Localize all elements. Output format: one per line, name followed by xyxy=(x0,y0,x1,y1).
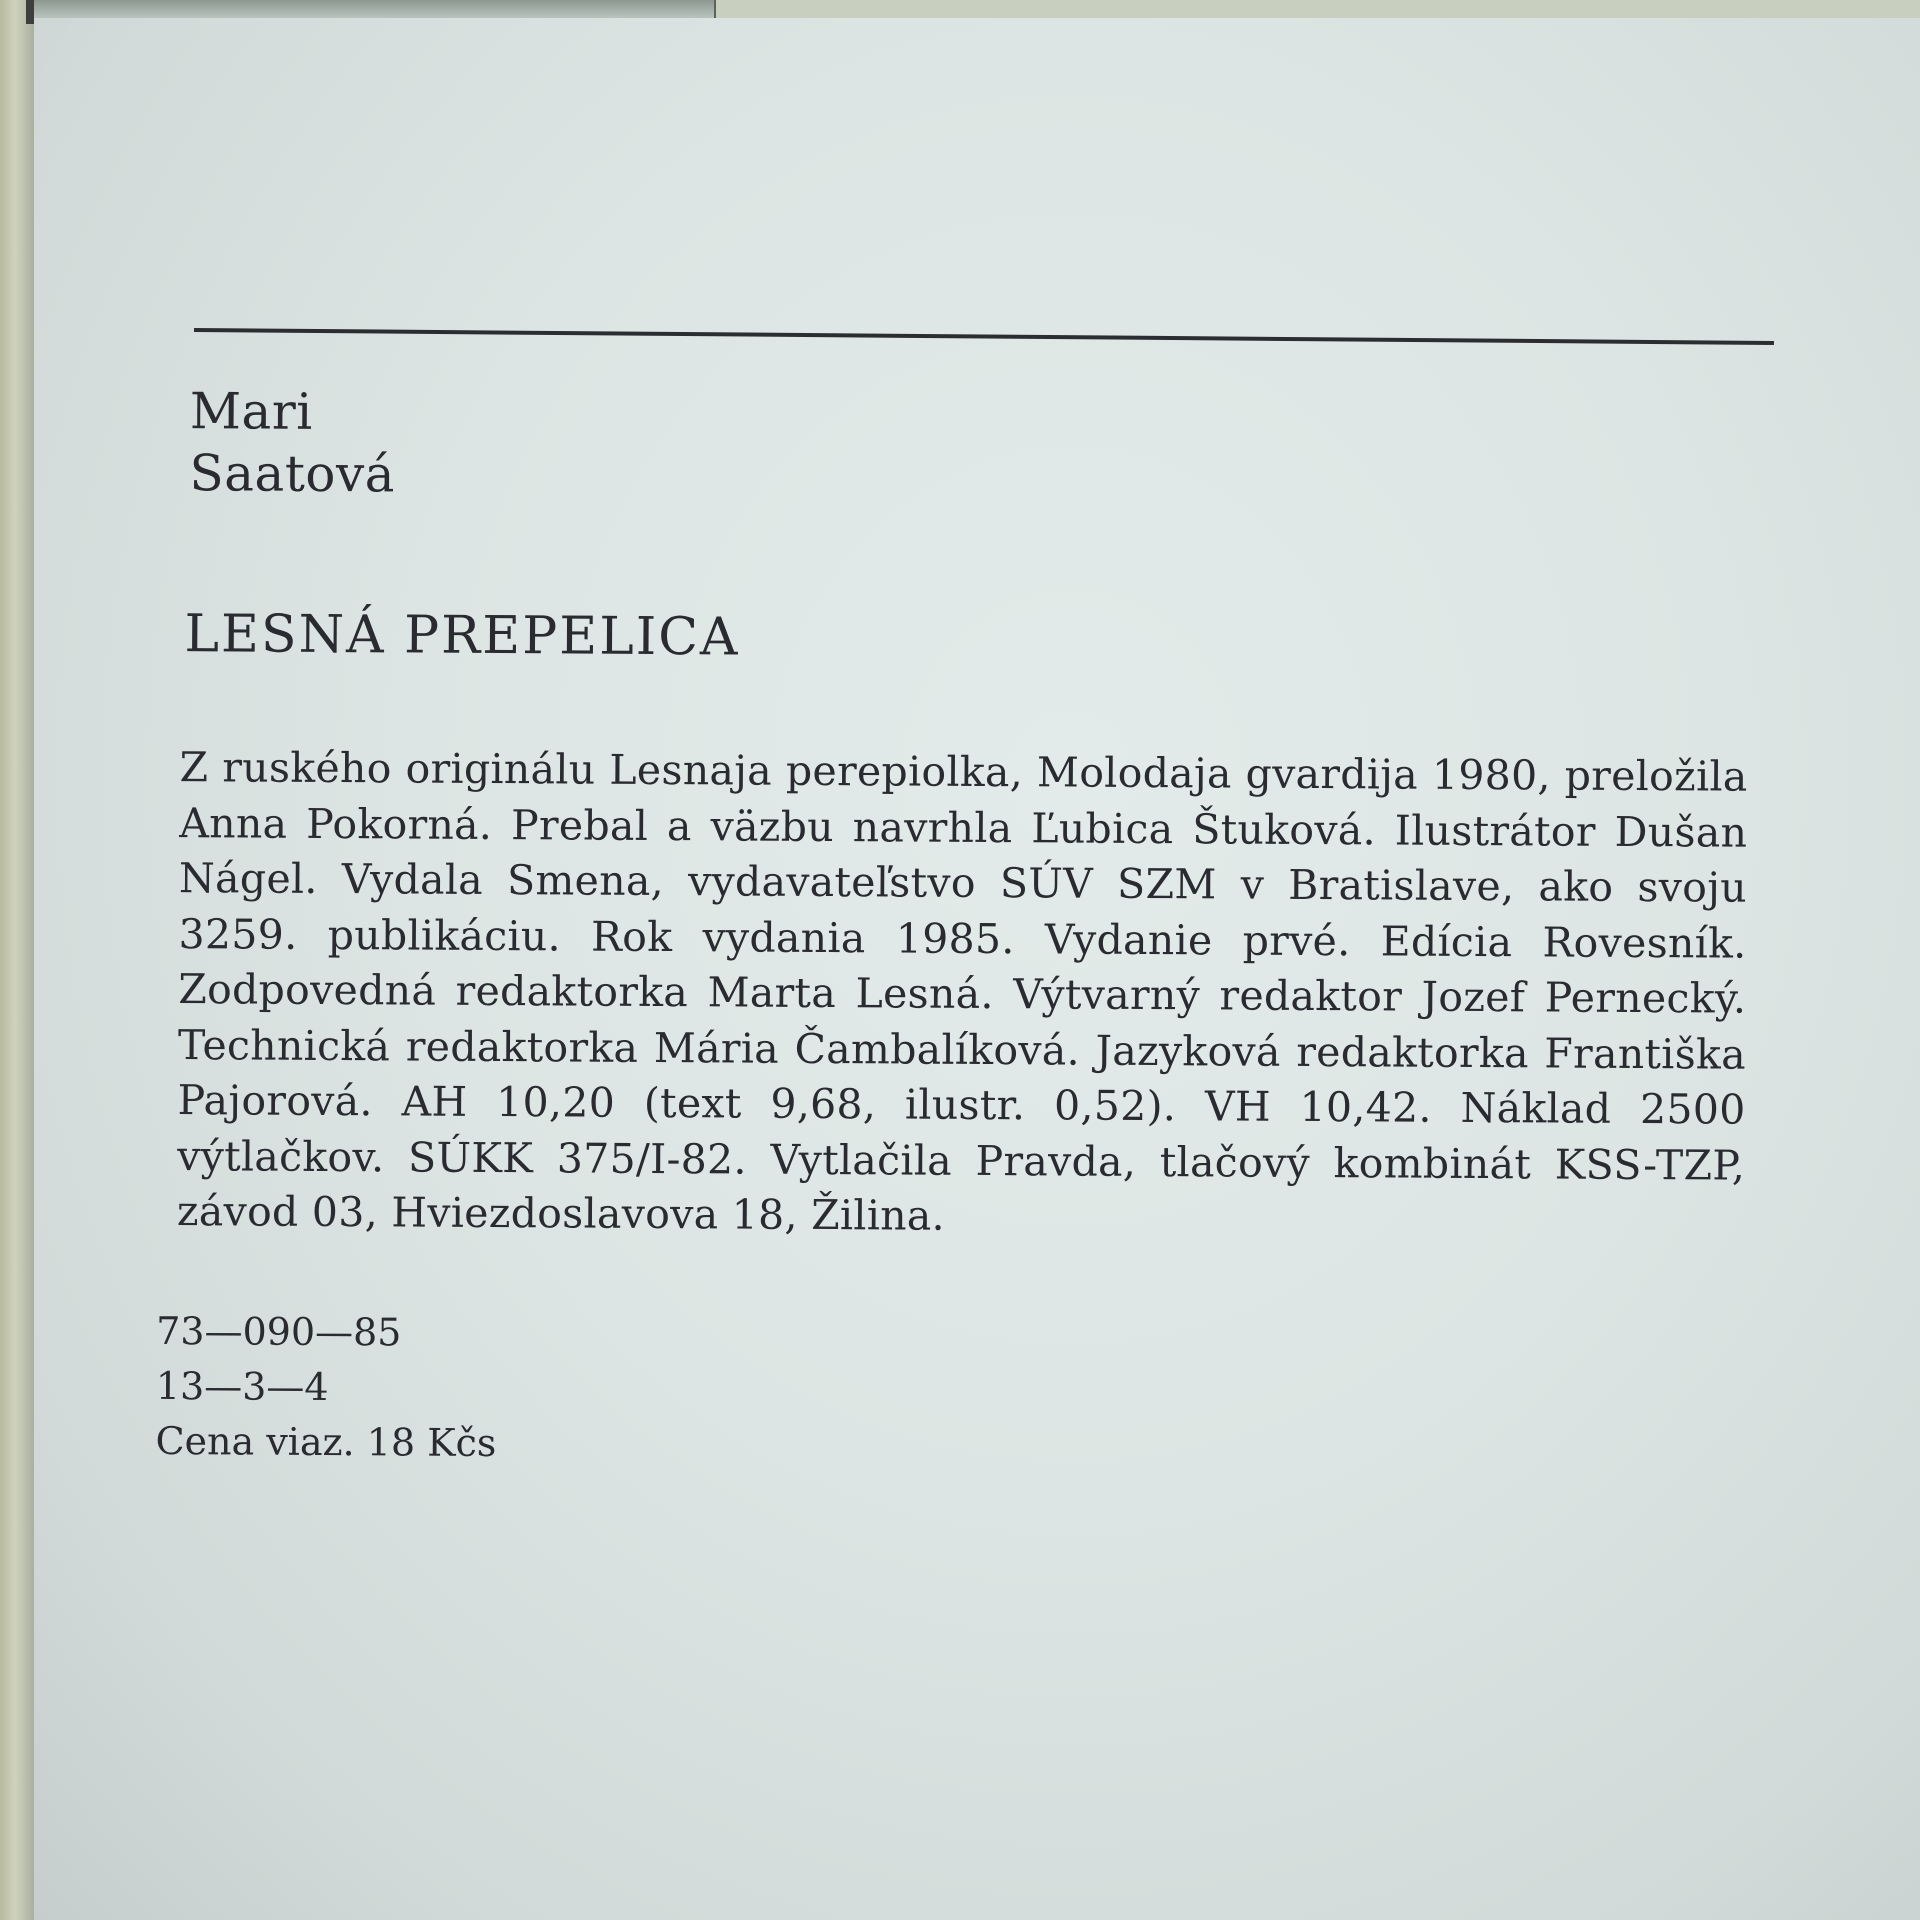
catalog-code-1: 73—090—85 xyxy=(156,1308,402,1354)
colophon xyxy=(155,380,1770,1478)
catalog-codes xyxy=(155,1303,1764,1478)
facing-page-strip xyxy=(34,0,716,18)
author-last-name: Saatová xyxy=(189,444,396,504)
imprint-text: Z ruského originálu Lesnaja perepiolka, Molodaja gvardija 1980, preložila Anna Pokorná. Prebal a väzbu navrhla Ľubica Štuková. Ilustrátor Dušan Nágel. Vydala Smena, vydavateľstvo SÚV SZM v Bratislave, ako svoju 3259. publikáciu. Rok vydania 1985. Vydanie prvé. Edícia Rovesník. Zodpovedná redaktorka Marta Lesná. Výtvarný redaktor Jozef Pernecký. Technická redaktorka Mária Čambalíková. Jazyková redaktorka Františka Pajorová. AH 10,20 (text 9,68, ilustr. 0,52). VH 10,42. Náklad 2500 výtlačkov. SÚKK 375/I-82. Vytlačila Pravda, tlačový kombinát KSS-TZP, závod 03, Hviezdoslavova 18, Žilina. xyxy=(176,743,1748,1240)
page-edge xyxy=(0,0,34,1920)
price-label: Cena viaz. 18 Kčs xyxy=(155,1418,497,1465)
catalog-code-2: 13—3—4 xyxy=(155,1363,329,1409)
book-title: LESNÁ PREPELICA xyxy=(184,604,740,668)
author-first-name: Mari xyxy=(189,382,313,441)
